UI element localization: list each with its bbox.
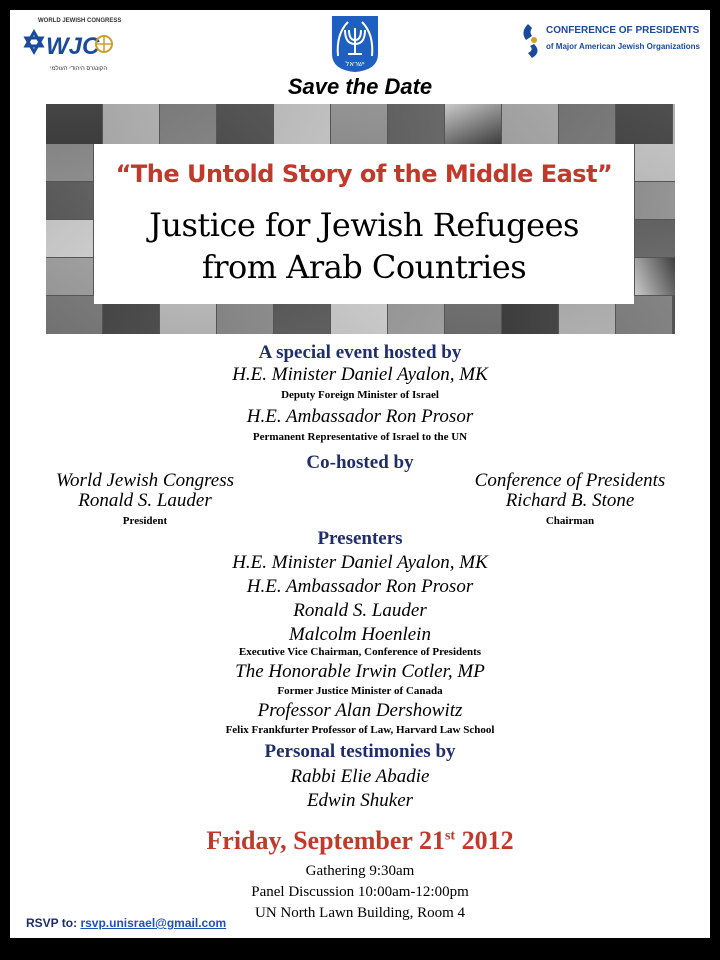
banner-quote: “The Untold Story of the Middle East” [115,160,613,188]
collage-photo-tile [445,104,501,144]
presenter-5: The Honorable Irwin Cotler, MP [235,661,485,682]
collage-photo-tile [160,104,216,144]
collage-photo-tile [635,182,675,219]
save-the-date-heading: Save the Date [287,74,433,99]
host1-role: Deputy Foreign Minister of Israel [281,389,439,401]
host2-role: Permanent Representative of Israel to the UN [252,431,468,443]
testimony-1: Rabbi Elie Abadie [290,766,430,787]
presenters-heading: Presenters [317,528,403,549]
collage-photo-tile [635,144,675,181]
collage-photo-tile [673,296,675,334]
wjc-logo-hebrew: הקונגרס היהודי העולמי [50,66,108,72]
collage-photo-tile [103,104,159,144]
cohost-left-name: Ronald S. Lauder [78,490,212,511]
host1-name: H.E. Minister Daniel Ayalon, MK [232,364,488,385]
host2-name: H.E. Ambassador Ron Prosor [246,406,474,427]
cop-logo-title: CONFERENCE OF PRESIDENTS [546,25,700,36]
cohost-right-name: Richard B. Stone [505,490,635,511]
cohost-right-org: Conference of Presidents [474,470,666,491]
event-date [10,826,710,856]
presenter-5-role: Former Justice Minister of Canada [277,685,443,697]
title-banner [94,144,634,304]
rsvp-label: RSVP to: [26,916,81,930]
collage-photo-tile [46,182,93,219]
collage-photo-tile [46,220,93,257]
collage-photo-tile [46,144,93,181]
presenter-1: H.E. Minister Daniel Ayalon, MK [232,552,488,573]
event-panel: Panel Discussion 10:00am-12:00pm [251,884,469,900]
collage-photo-tile [635,220,675,257]
testimonies-heading: Personal testimonies by [264,741,456,762]
presenter-4: Malcolm Hoenlein [289,624,431,645]
event-date-suffix: st [444,828,456,844]
presenter-4-role: Executive Vice Chairman, Conference of Presidents [238,646,482,658]
presenter-6: Professor Alan Dershowitz [257,700,463,721]
event-date-year: 2012 [455,826,514,855]
collage-photo-tile [217,104,273,144]
event-location: UN North Lawn Building, Room 4 [255,905,465,921]
co-hosted-heading: Co-hosted by [306,452,414,473]
israel-emblem-icon [328,14,382,74]
collage-photo-tile [331,104,387,144]
testimony-2: Edwin Shuker [306,790,414,811]
presenter-3: Ronald S. Lauder [293,600,427,621]
banner-title-line1: Justice for Jewish Refugees [149,206,579,244]
cop-logo-subtitle: of Major American Jewish Organizations [546,42,700,51]
cohost-right-role: Chairman [545,515,595,527]
collage-photo-tile [559,104,615,144]
collage-photo-tile [635,258,675,295]
cohost-left-role: President [122,515,168,527]
collage-photo-tile [502,104,558,144]
presenter-6-role: Felix Frankfurter Professor of Law, Harvard Law School [225,724,495,736]
emblem-text: ישראל [345,60,365,68]
collage-photo-tile [274,104,330,144]
rsvp-email-link[interactable]: rsvp.unisrael@gmail.com [80,916,227,930]
collage-photo-tile [673,104,675,144]
event-date-main: Friday, September 21 [206,826,445,855]
rsvp-line [26,916,226,930]
wjc-logo-caption: WORLD JEWISH CONGRESS [38,18,122,24]
banner-title-line2: from Arab Countries [201,248,527,286]
cohost-left-org: World Jewish Congress [55,470,235,491]
collage-photo-tile [46,104,102,144]
collage-photo-tile [388,104,444,144]
event-gathering: Gathering 9:30am [305,863,415,879]
flyer-sheet [10,10,710,938]
collage-photo-tile [616,104,672,144]
presenter-2: H.E. Ambassador Ron Prosor [246,576,474,597]
collage-photo-tile [46,258,93,295]
wjc-logo-letters: WJC [46,33,100,60]
hosted-by-heading: A special event hosted by [258,342,462,363]
historic-photo-collage [46,104,675,334]
